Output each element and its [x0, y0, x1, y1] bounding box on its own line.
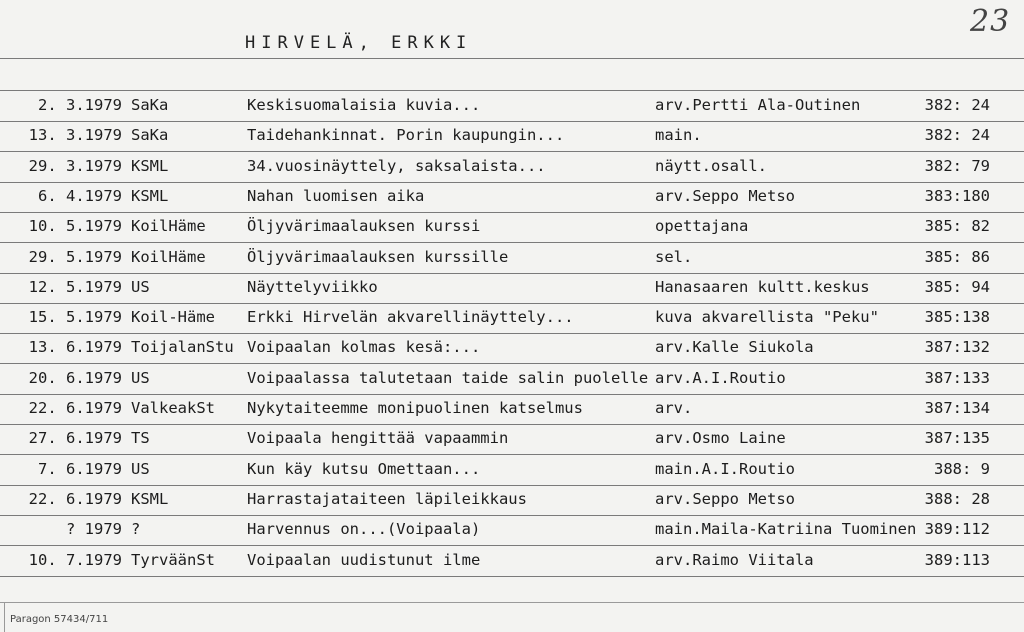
- entry-note: main.: [655, 126, 702, 145]
- entry-source: KoilHäme: [131, 217, 206, 236]
- entry-date: 22. 6.1979: [28, 399, 122, 417]
- entry-reference: 387:132: [924, 338, 990, 357]
- rule-line: [0, 303, 1024, 304]
- entry-title: 34.vuosinäyttely, saksalaista...: [247, 156, 546, 175]
- entry-source: ?: [131, 520, 141, 539]
- entry-date: ? 1979: [66, 520, 122, 539]
- entry-source: SaKa: [131, 126, 169, 145]
- entry-source: ValkeakSt: [131, 399, 215, 417]
- entry-title: Erkki Hirvelän akvarellinäyttely...: [247, 308, 574, 327]
- entry-source: Koil-Häme: [131, 308, 215, 327]
- entry-source: TS: [131, 429, 150, 448]
- entry-source: KoilHäme: [131, 247, 206, 266]
- entry-source: TyrväänSt: [131, 550, 215, 569]
- entry-note: sel.: [655, 247, 693, 266]
- rule-line: [0, 363, 1024, 364]
- entry-date: 13. 6.1979: [28, 338, 122, 357]
- rule-line: [0, 242, 1024, 243]
- entry-date: 10. 7.1979: [28, 550, 122, 569]
- entry-reference: 385:138: [924, 308, 990, 327]
- entry-date: 7. 6.1979: [38, 459, 122, 478]
- entry-note: arv.Seppo Metso: [655, 489, 795, 508]
- entry-date: 10. 5.1979: [28, 217, 122, 236]
- entry-source: ToijalanStu: [131, 338, 234, 357]
- entry-source: KSML: [131, 489, 169, 508]
- rule-line: [0, 90, 1024, 91]
- entry-title: Harrastajataiteen läpileikkaus: [247, 489, 527, 508]
- entry-reference: 387:135: [924, 429, 990, 448]
- entry-note: arv.Pertti Ala-Outinen: [655, 96, 861, 114]
- rule-line: [0, 333, 1024, 334]
- entry-note: kuva akvarellista "Peku": [655, 308, 879, 327]
- entry-reference: 387:133: [924, 368, 990, 387]
- entry-date: 29. 3.1979: [28, 156, 122, 175]
- entry-reference: 389:113: [924, 550, 990, 569]
- entry-source: KSML: [131, 186, 169, 205]
- entry-reference: 388: 28: [924, 489, 990, 508]
- entry-source: US: [131, 459, 150, 478]
- entry-note: arv.A.I.Routio: [655, 368, 786, 387]
- entry-date: 12. 5.1979: [28, 277, 122, 296]
- entry-date: 6. 4.1979: [38, 186, 122, 205]
- entry-date: 15. 5.1979: [28, 308, 122, 327]
- margin-line: [4, 602, 5, 632]
- entry-date: 13. 3.1979: [28, 126, 122, 145]
- rule-line: [0, 485, 1024, 486]
- card-heading-name: HIRVELÄ, ERKKI: [245, 33, 473, 53]
- entry-title: Voipaala hengittää vapaammin: [247, 429, 509, 448]
- rule-line: [0, 58, 1024, 59]
- entry-reference: 389:112: [924, 520, 990, 539]
- rule-line: [0, 454, 1024, 455]
- rule-line: [0, 212, 1024, 213]
- rule-line: [0, 424, 1024, 425]
- entry-title: Öljyvärimaalauksen kurssi: [247, 217, 481, 236]
- entry-reference: 385: 82: [924, 217, 990, 236]
- entry-note: arv.Kalle Siukola: [655, 338, 814, 357]
- entry-note: arv.Raimo Viitala: [655, 550, 814, 569]
- rule-line: [0, 151, 1024, 152]
- rule-line: [0, 515, 1024, 516]
- rule-line: [0, 602, 1024, 603]
- entry-title: Nykytaiteemme monipuolinen katselmus: [247, 399, 583, 417]
- entry-date: 22. 6.1979: [28, 489, 122, 508]
- entry-source: KSML: [131, 156, 169, 175]
- entry-title: Voipaalan kolmas kesä:...: [247, 338, 481, 357]
- entry-title: Taidehankinnat. Porin kaupungin...: [247, 126, 565, 145]
- entry-reference: 382: 24: [924, 96, 990, 114]
- entry-source: US: [131, 368, 150, 387]
- entry-title: Nahan luomisen aika: [247, 186, 425, 205]
- entry-title: Kun käy kutsu Omettaan...: [247, 459, 481, 478]
- entry-reference: 387:134: [924, 399, 990, 417]
- rule-line: [0, 121, 1024, 122]
- entry-date: 27. 6.1979: [28, 429, 122, 448]
- entry-reference: 385: 86: [924, 247, 990, 266]
- printer-imprint: Paragon 57434/711: [10, 614, 109, 625]
- entry-reference: 385: 94: [924, 277, 990, 296]
- entry-note: Hanasaaren kultt.keskus: [655, 277, 870, 296]
- card-number: 23: [970, 4, 1011, 39]
- entry-note: main.Maila-Katriina Tuominen: [655, 520, 917, 539]
- entry-title: Keskisuomalaisia kuvia...: [247, 96, 481, 114]
- entry-title: Harvennus on...(Voipaala): [247, 520, 481, 539]
- entry-note: näytt.osall.: [655, 156, 767, 175]
- entry-note: arv.Seppo Metso: [655, 186, 795, 205]
- entry-date: 2. 3.1979: [38, 96, 122, 114]
- entry-note: arv.: [655, 399, 693, 417]
- rule-line: [0, 545, 1024, 546]
- entry-reference: 388: 9: [934, 459, 990, 478]
- entry-reference: 383:180: [924, 186, 990, 205]
- entry-note: arv.Osmo Laine: [655, 429, 786, 448]
- entry-date: 29. 5.1979: [28, 247, 122, 266]
- rule-line: [0, 394, 1024, 395]
- entry-title: Voipaalan uudistunut ilme: [247, 550, 481, 569]
- rule-line: [0, 182, 1024, 183]
- entry-note: main.A.I.Routio: [655, 459, 795, 478]
- entry-title: Öljyvärimaalauksen kurssille: [247, 247, 509, 266]
- entry-reference: 382: 79: [924, 156, 990, 175]
- rule-line: [0, 576, 1024, 577]
- entry-date: 20. 6.1979: [28, 368, 122, 387]
- entry-title: Voipaalassa talutetaan taide salin puolelle: [247, 368, 649, 387]
- entry-reference: 382: 24: [924, 126, 990, 145]
- rule-line: [0, 273, 1024, 274]
- entry-title: Näyttelyviikko: [247, 277, 378, 296]
- entry-source: SaKa: [131, 96, 169, 114]
- entry-source: US: [131, 277, 150, 296]
- entry-note: opettajana: [655, 217, 749, 236]
